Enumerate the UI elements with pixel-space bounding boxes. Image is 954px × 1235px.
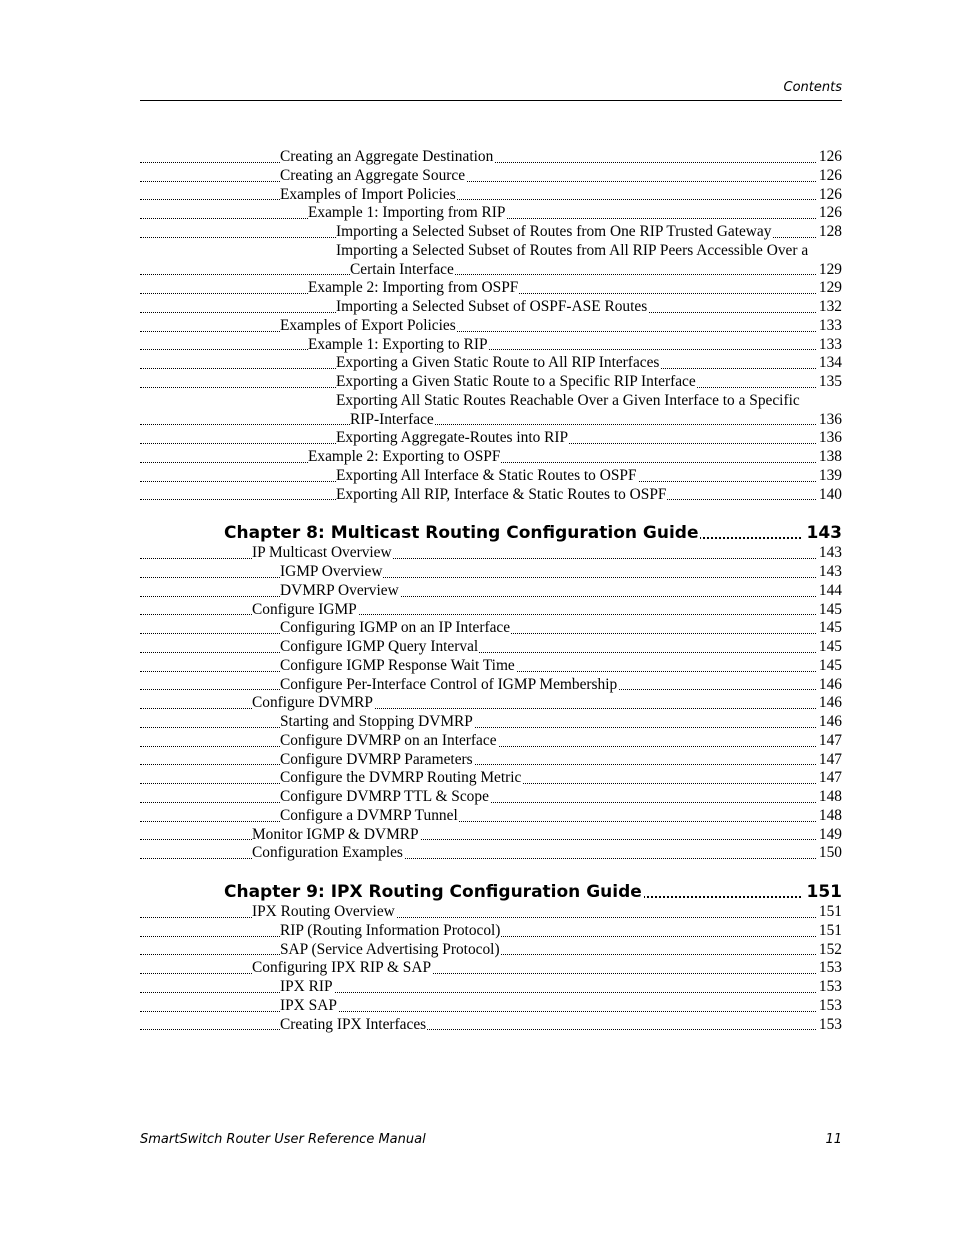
toc-entry-title: Importing a Selected Subset of Routes from One RIP Trusted Gateway <box>336 223 772 240</box>
dot-leader <box>140 424 816 425</box>
toc-entry-title: Example 2: Exporting to OSPF <box>308 448 501 465</box>
chapter-8-heading[interactable] <box>140 522 842 544</box>
toc-entry[interactable] <box>140 448 842 467</box>
toc-entry-title: SAP (Service Advertising Protocol) <box>280 940 500 958</box>
toc-continued-section <box>140 148 842 504</box>
toc-entry-title: IPX SAP <box>280 996 337 1014</box>
toc-entry[interactable] <box>140 751 842 770</box>
toc-entry-title: Configure DVMRP Parameters <box>280 750 473 768</box>
toc-entry-title: Creating IPX Interfaces <box>280 1015 427 1033</box>
toc-entry[interactable] <box>140 941 842 960</box>
toc-entry-title: Importing a Selected Subset of OSPF-ASE Routes <box>336 298 648 315</box>
toc-entry[interactable] <box>140 676 842 695</box>
dot-leader <box>140 839 816 840</box>
footer-page-number: 11 <box>825 1132 842 1147</box>
toc-entry[interactable] <box>140 601 842 620</box>
toc-entry-title: Configure IGMP Response Wait Time <box>280 656 515 674</box>
toc-entry[interactable] <box>140 354 842 373</box>
toc-entry-title: Configure the DVMRP Routing Metric <box>280 769 522 787</box>
toc-entry[interactable] <box>140 544 842 563</box>
chapter-8-title: Chapter 8: Multicast Routing Configuration Guide <box>224 523 699 544</box>
toc-entry-page: 145 <box>818 656 842 674</box>
chapter-9-title: Chapter 9: IPX Routing Configuration Guide <box>224 882 642 902</box>
dot-leader <box>140 917 816 918</box>
toc-entry[interactable] <box>140 582 842 601</box>
toc-entry-page: 145 <box>818 619 842 637</box>
toc-entry[interactable] <box>140 997 842 1016</box>
toc-entry[interactable] <box>140 903 842 922</box>
toc-entry-page: 126 <box>818 148 842 165</box>
toc-entry[interactable] <box>140 563 842 582</box>
toc-entry-page: 146 <box>818 694 842 712</box>
dot-leader <box>140 727 816 728</box>
toc-entry[interactable] <box>140 429 842 448</box>
toc-entry-page: 129 <box>818 260 842 278</box>
toc-entry[interactable] <box>140 769 842 788</box>
toc-entry[interactable] <box>140 279 842 298</box>
toc-entry-page: 132 <box>818 298 842 315</box>
toc-entry[interactable] <box>140 298 842 317</box>
chapter-9-heading[interactable] <box>140 881 842 903</box>
toc-entry-title: Configuring IGMP on an IP Interface <box>280 619 511 637</box>
toc-entry[interactable] <box>140 148 842 167</box>
toc-entry[interactable] <box>140 486 842 505</box>
toc-entry[interactable] <box>140 392 842 430</box>
toc-entry-page: 143 <box>818 544 842 562</box>
toc-entry-page: 126 <box>818 185 842 203</box>
toc-entry-title: IGMP Overview <box>280 563 383 580</box>
toc-entry-title: RIP (Routing Information Protocol) <box>280 921 501 939</box>
toc-entry-title: Configure IGMP <box>252 600 357 618</box>
toc-entry-page: 153 <box>818 978 842 995</box>
toc-entry-page: 136 <box>818 429 842 447</box>
toc-entry-page: 143 <box>818 563 842 580</box>
header-section-title: Contents <box>783 80 842 95</box>
toc-entry[interactable] <box>140 242 842 280</box>
toc-entry-title: Examples of Export Policies <box>280 316 456 334</box>
toc-entry[interactable] <box>140 336 842 355</box>
dot-leader <box>140 274 816 275</box>
toc-entry-page: 147 <box>818 731 842 749</box>
toc-entry-page: 149 <box>818 825 842 843</box>
toc-entry-page: 129 <box>818 279 842 297</box>
toc-entry-title: Configure DVMRP TTL & Scope <box>280 788 489 805</box>
toc-entry-page: 153 <box>818 1015 842 1033</box>
toc-entry-page: 126 <box>818 166 842 184</box>
toc-entry-page: 139 <box>818 466 842 484</box>
toc-entry-title: IPX RIP <box>280 978 333 995</box>
dot-leader <box>140 596 816 597</box>
toc-entry-page: 151 <box>818 903 842 920</box>
toc-entry-title: Example 1: Exporting to RIP <box>308 335 488 353</box>
dot-leader <box>140 199 816 200</box>
toc-entry-page: 134 <box>818 354 842 372</box>
toc-entry-title: Configure a DVMRP Tunnel <box>280 806 458 824</box>
toc-entry[interactable] <box>140 826 842 845</box>
toc-entry-title: Configure DVMRP on an Interface <box>280 731 497 749</box>
toc-entry-title: Exporting All Interface & Static Routes to OSPF <box>336 466 637 484</box>
toc-entry[interactable] <box>140 373 842 392</box>
toc-entry-page: 146 <box>818 675 842 693</box>
dot-leader <box>140 973 816 974</box>
toc-entry[interactable] <box>140 732 842 751</box>
toc-entry-page: 135 <box>818 373 842 390</box>
toc-entry-title: Configure IGMP Query Interval <box>280 638 479 655</box>
dot-leader <box>140 1011 816 1012</box>
toc-entry-page: 126 <box>818 204 842 222</box>
toc-entry[interactable] <box>140 619 842 638</box>
toc-entry-title: Exporting a Given Static Route to a Specific RIP Interface <box>336 373 696 390</box>
toc-entry-title: DVMRP Overview <box>280 581 399 599</box>
dot-leader <box>140 614 816 615</box>
toc-entry-title: Configuration Examples <box>252 844 403 862</box>
chapter-9-entries <box>140 903 842 1034</box>
toc-entry-page: 133 <box>818 316 842 334</box>
toc-entry[interactable] <box>140 788 842 807</box>
toc-entry-page: 151 <box>818 921 842 939</box>
toc-entry-title: Configure Per-Interface Control of IGMP Membership <box>280 675 618 693</box>
header-rule <box>140 100 842 101</box>
toc-entry[interactable] <box>140 657 842 676</box>
toc-entry-title: Configure DVMRP <box>252 694 373 712</box>
toc-entry-page: 147 <box>818 769 842 787</box>
toc-entry-title: Exporting a Given Static Route to All RIP Interfaces <box>336 354 660 372</box>
toc-entry-page: 140 <box>818 485 842 503</box>
toc-entry-page: 147 <box>818 750 842 768</box>
toc-entry[interactable] <box>140 959 842 978</box>
toc-entry[interactable] <box>140 844 842 863</box>
toc-entry[interactable] <box>140 204 842 223</box>
toc-entry-title: Examples of Import Policies <box>280 185 456 203</box>
toc-entry[interactable] <box>140 638 842 657</box>
toc-entry[interactable] <box>140 1016 842 1035</box>
toc-entry-page: 153 <box>818 996 842 1014</box>
toc-entry-page: 146 <box>818 713 842 730</box>
toc-entry-title: Example 2: Importing from OSPF <box>308 279 519 297</box>
toc-entry-page: 145 <box>818 638 842 655</box>
toc-entry[interactable] <box>140 317 842 336</box>
toc-entry-page: 136 <box>818 410 842 428</box>
toc-entry[interactable] <box>140 223 842 242</box>
toc-entry[interactable] <box>140 167 842 186</box>
toc-entry[interactable] <box>140 186 842 205</box>
toc-entry-title: IPX Routing Overview <box>252 903 395 920</box>
toc-entry[interactable] <box>140 807 842 826</box>
toc-entry-title: Monitor IGMP & DVMRP <box>252 825 419 843</box>
chapter-9-page: 151 <box>803 881 843 903</box>
toc-entry-title: Configuring IPX RIP & SAP <box>252 959 432 977</box>
chapter-8-entries <box>140 544 842 863</box>
toc-entry-title: Importing a Selected Subset of Routes from All RIP Peers Accessible Over a Certain Interface <box>336 241 809 278</box>
dot-leader <box>140 708 816 709</box>
toc-entry-page: 144 <box>818 581 842 599</box>
toc-entry-title: Creating an Aggregate Source <box>280 166 466 184</box>
toc-entry[interactable] <box>140 978 842 997</box>
toc-entry-page: 150 <box>818 844 842 862</box>
toc-entry[interactable] <box>140 467 842 486</box>
toc-entry-page: 128 <box>818 223 842 240</box>
footer-manual-title: SmartSwitch Router User Reference Manual <box>140 1132 426 1147</box>
toc-entry-page: 145 <box>818 600 842 618</box>
toc-entry-title: Exporting Aggregate-Routes into RIP <box>336 429 569 447</box>
dot-leader <box>140 858 816 859</box>
toc-entry[interactable] <box>140 713 842 732</box>
toc-entry-title: Exporting All RIP, Interface & Static Routes to OSPF <box>336 485 667 503</box>
toc-entry[interactable] <box>140 694 842 713</box>
dot-leader <box>140 577 816 578</box>
toc-entry-title: Exporting All Static Routes Reachable Over a Given Interface to a Specific RIP-Interface <box>336 391 800 428</box>
toc-entry-title: Creating an Aggregate Destination <box>280 148 494 165</box>
table-of-contents <box>140 148 842 1034</box>
toc-entry-title: Starting and Stopping DVMRP <box>280 713 473 730</box>
dot-leader <box>140 764 816 765</box>
toc-entry-page: 153 <box>818 959 842 977</box>
dot-leader <box>140 992 816 993</box>
dot-leader <box>140 181 816 182</box>
toc-entry-title: Example 1: Importing from RIP <box>308 204 506 222</box>
toc-entry-page: 152 <box>818 940 842 958</box>
chapter-8-page: 143 <box>803 522 843 544</box>
dot-leader <box>140 331 816 332</box>
dot-leader <box>140 558 816 559</box>
dot-leader <box>140 1029 816 1030</box>
toc-entry-page: 138 <box>818 448 842 465</box>
toc-entry-page: 148 <box>818 788 842 805</box>
toc-entry[interactable] <box>140 922 842 941</box>
toc-entry-page: 148 <box>818 806 842 824</box>
toc-entry-title: IP Multicast Overview <box>252 544 392 562</box>
dot-leader <box>140 821 816 822</box>
toc-entry-page: 133 <box>818 335 842 353</box>
